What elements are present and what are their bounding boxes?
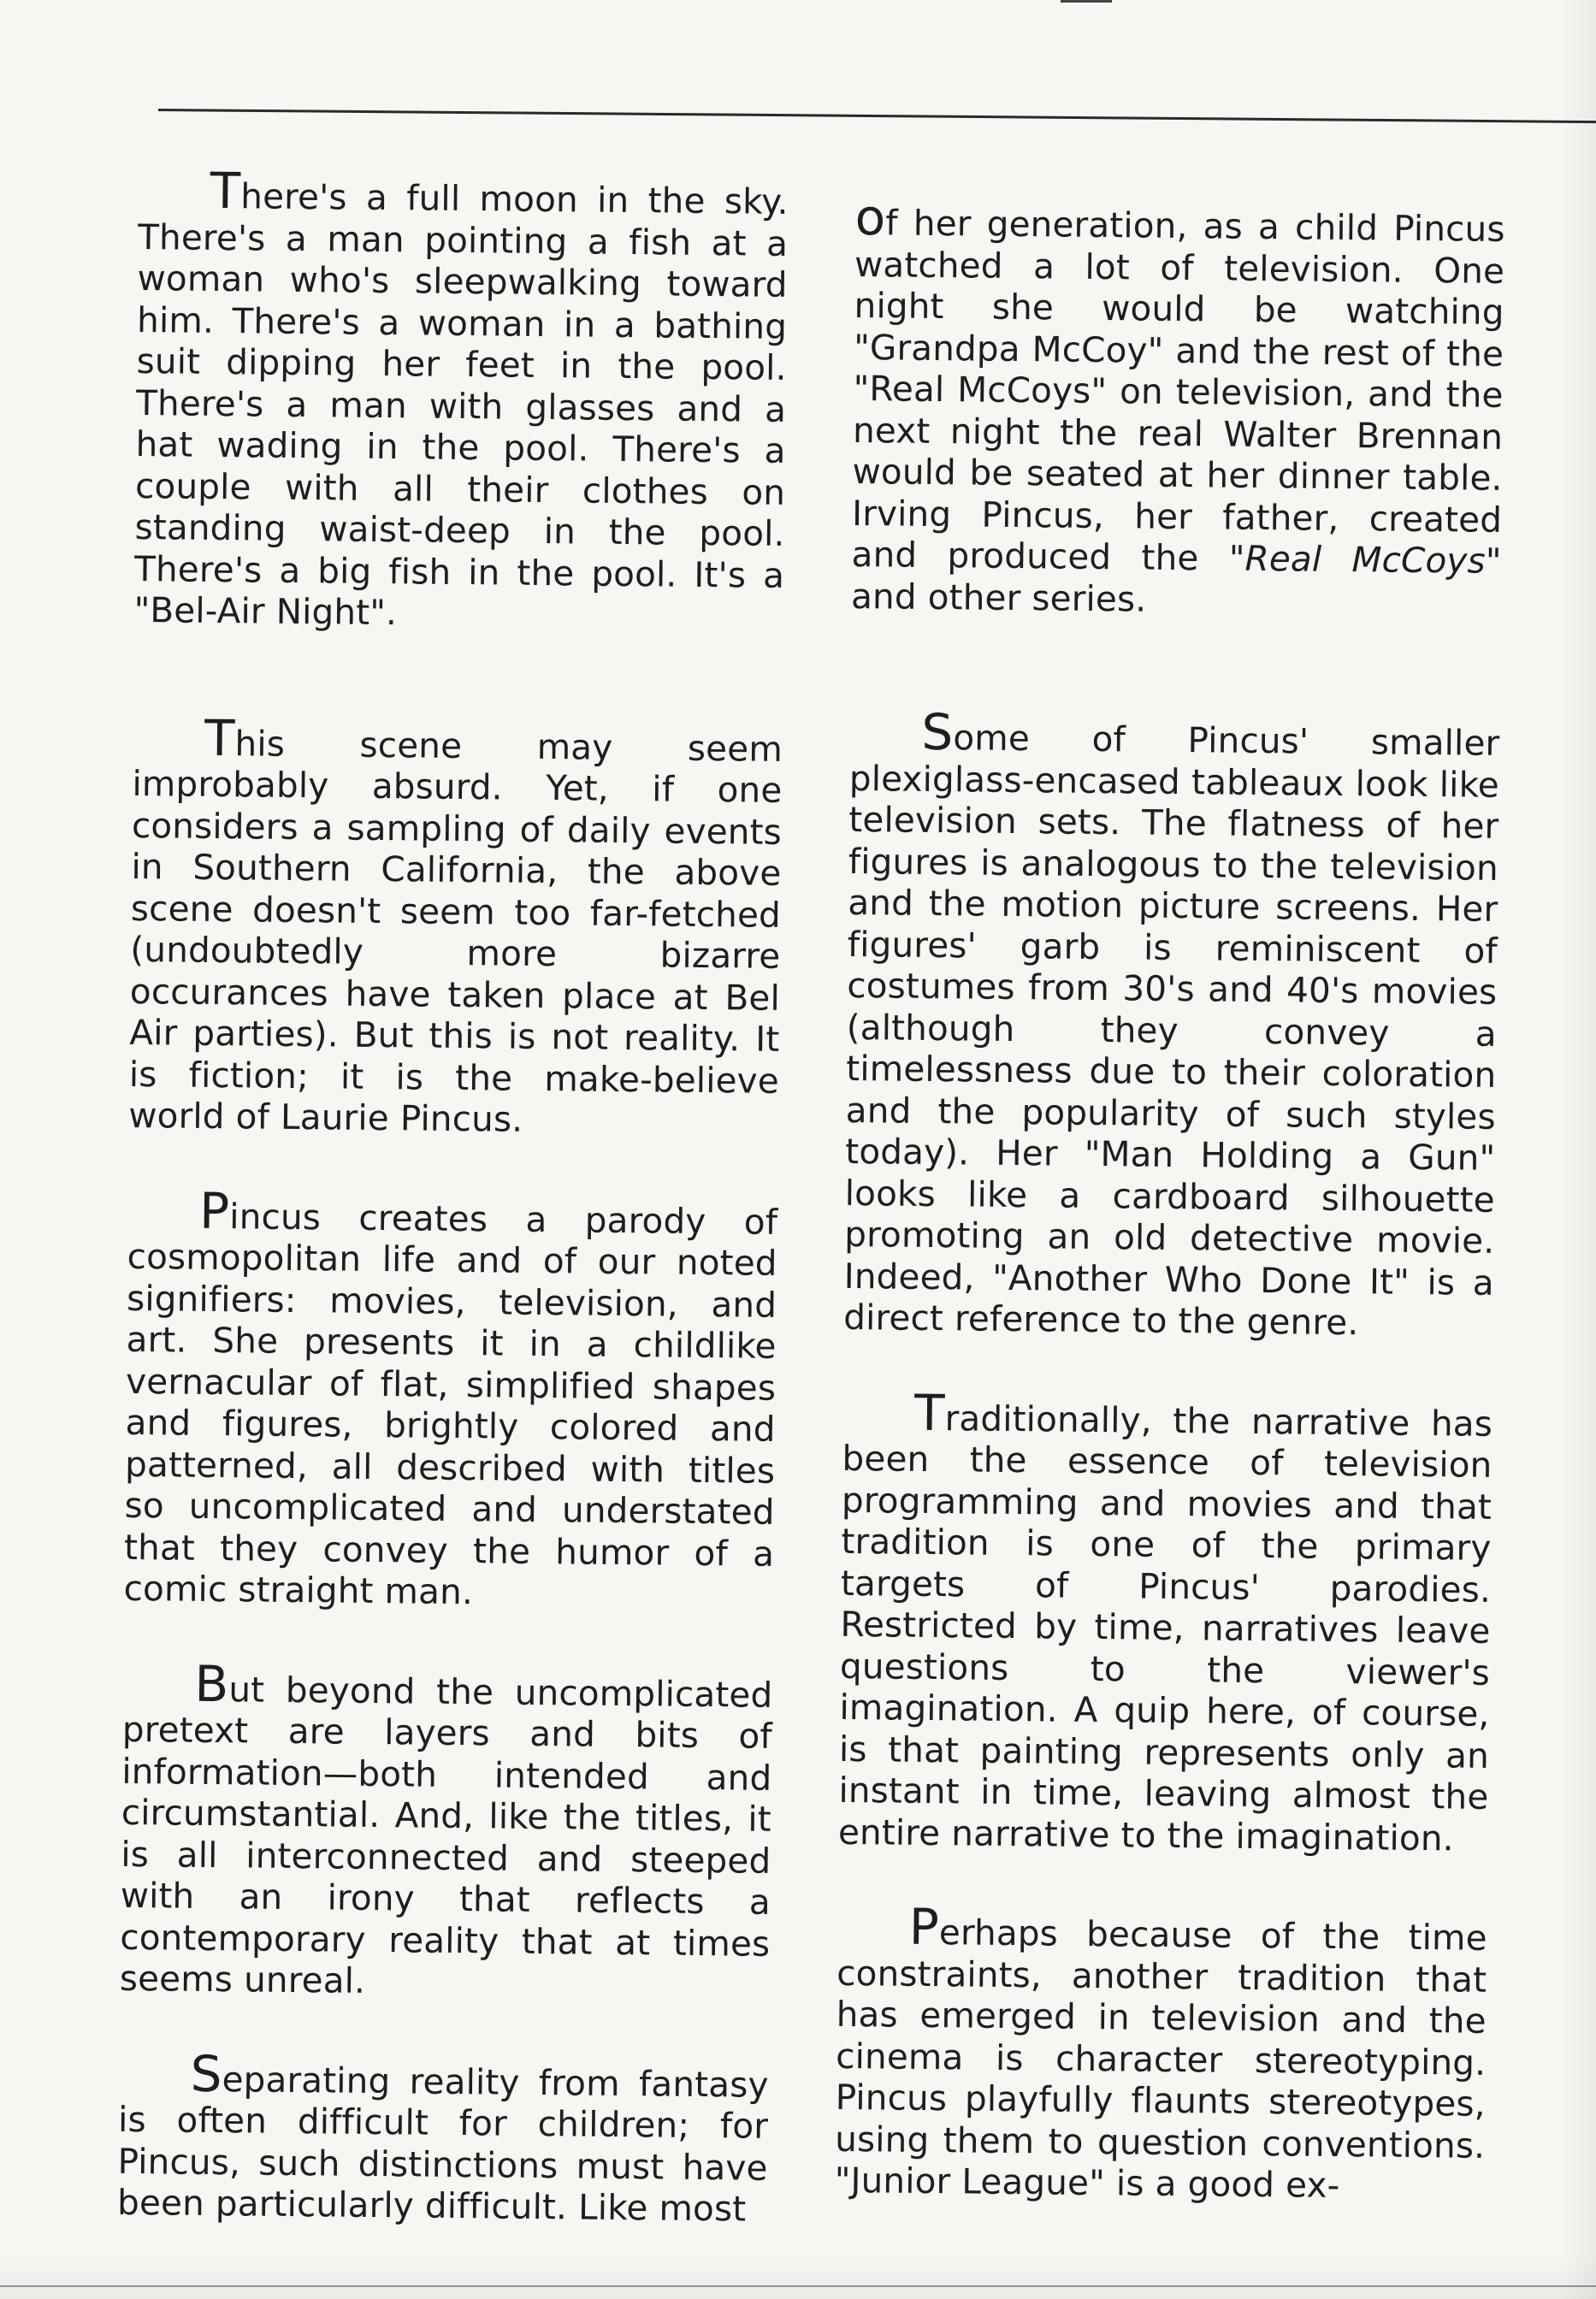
paragraph-bel-air-night: There's a full moon in the sky. There's a man pointing a fish at a woman who's sleepwalking toward him. There's a woman in a bathing suit dipping her feet in the pool. There's a man with glasses and a hat wading in the pool. There's a couple with all their clothes on standing waist-deep in the pool. There's a big fish in the pool. It's a "Bel-Air Night". [133, 161, 789, 634]
paragraph-generation-end: and other series. [850, 575, 1147, 620]
right-column [834, 188, 1505, 2207]
paragraph-generation [850, 188, 1505, 624]
paragraph-stereotyping: Perhaps because of the time constraints, another tradition that has emerged in television and the cinema is character stereotyping. Pincus playfully flaunts stereotypes, using them to question conventions. "Junior League" is a good ex- [834, 1897, 1487, 2207]
paragraph-generation-text: of her generation, as a child Pincus watched a lot of television. One night she would be watching "Grandpa McCoy" and the rest of the "Real McCoys" on television, and the next night the real Walter Brennan would be seated at her dinner table. Irving Pincus, her father, created and produced the [851, 188, 1505, 579]
paragraph-beyond-pretext: But beyond the uncomplicated pretext are layers and bits of information—both intended and circumstantial. And, like the titles, it is all interconnected and steeped with an irony that reflects a contemporary reality that at times seems unreal. [119, 1654, 773, 2001]
paragraph-scene-absurd: This scene may seem improbably absurd. Yet, if one considers a sampling of daily events in Southern California, the above scene doesn't seem too far-fetched (undoubtedly more bizarre occurances have taken place at Bel Air parties). But this is not reality. It is fiction; it is the make-believe world of Laurie Pincus. [128, 708, 783, 1140]
paragraph-tableaux: Some of Pincus' smaller plexiglass-encased tableaux look like television sets. The flatness of her figures is analogous to the television and the motion picture screens. Her figures' garb is reminiscent of costumes from 30's and 40's movies (although they convey a timelessness due to their coloration and the popularity of such styles today). Her "Man Holding a Gun" looks like a cardboard silhouette promoting an old detective movie. Indeed, "Another Who Done It" is a direct reference to the genre. [843, 702, 1500, 1344]
top-edge-mark [1061, 0, 1112, 3]
page-shadow-right [1562, 0, 1596, 2299]
paragraph-parody: Pincus creates a parody of cosmopolitan life and of our noted signifiers: movies, television, and art. She presents it in a childlike vernacular of flat, simplified shapes and figures, brightly colored and patterned, all described with titles so uncomplicated and understated that they convey the humor of a comic straight man. [123, 1181, 778, 1613]
header-rule [158, 109, 1596, 123]
paragraph-narrative: Traditionally, the narrative has been the essence of television programming and movies and that tradition is one of the primary targets of Pincus' parodies. Restricted by time, narratives leave questions to the viewer's imagination. A quip here, of course, is that painting represents only an instant in time, leaving almost the entire narrative to the imagination. [837, 1383, 1493, 1859]
real-mccoys-title: "Real McCoys" [1228, 537, 1502, 582]
paragraph-reality-fantasy: Separating reality from fantasy is often difficult for children; for Pincus, such distinctions must have been particularly difficult. Like most [116, 2044, 769, 2230]
left-column [116, 161, 789, 2230]
page-shadow-bottom [0, 2256, 1596, 2299]
